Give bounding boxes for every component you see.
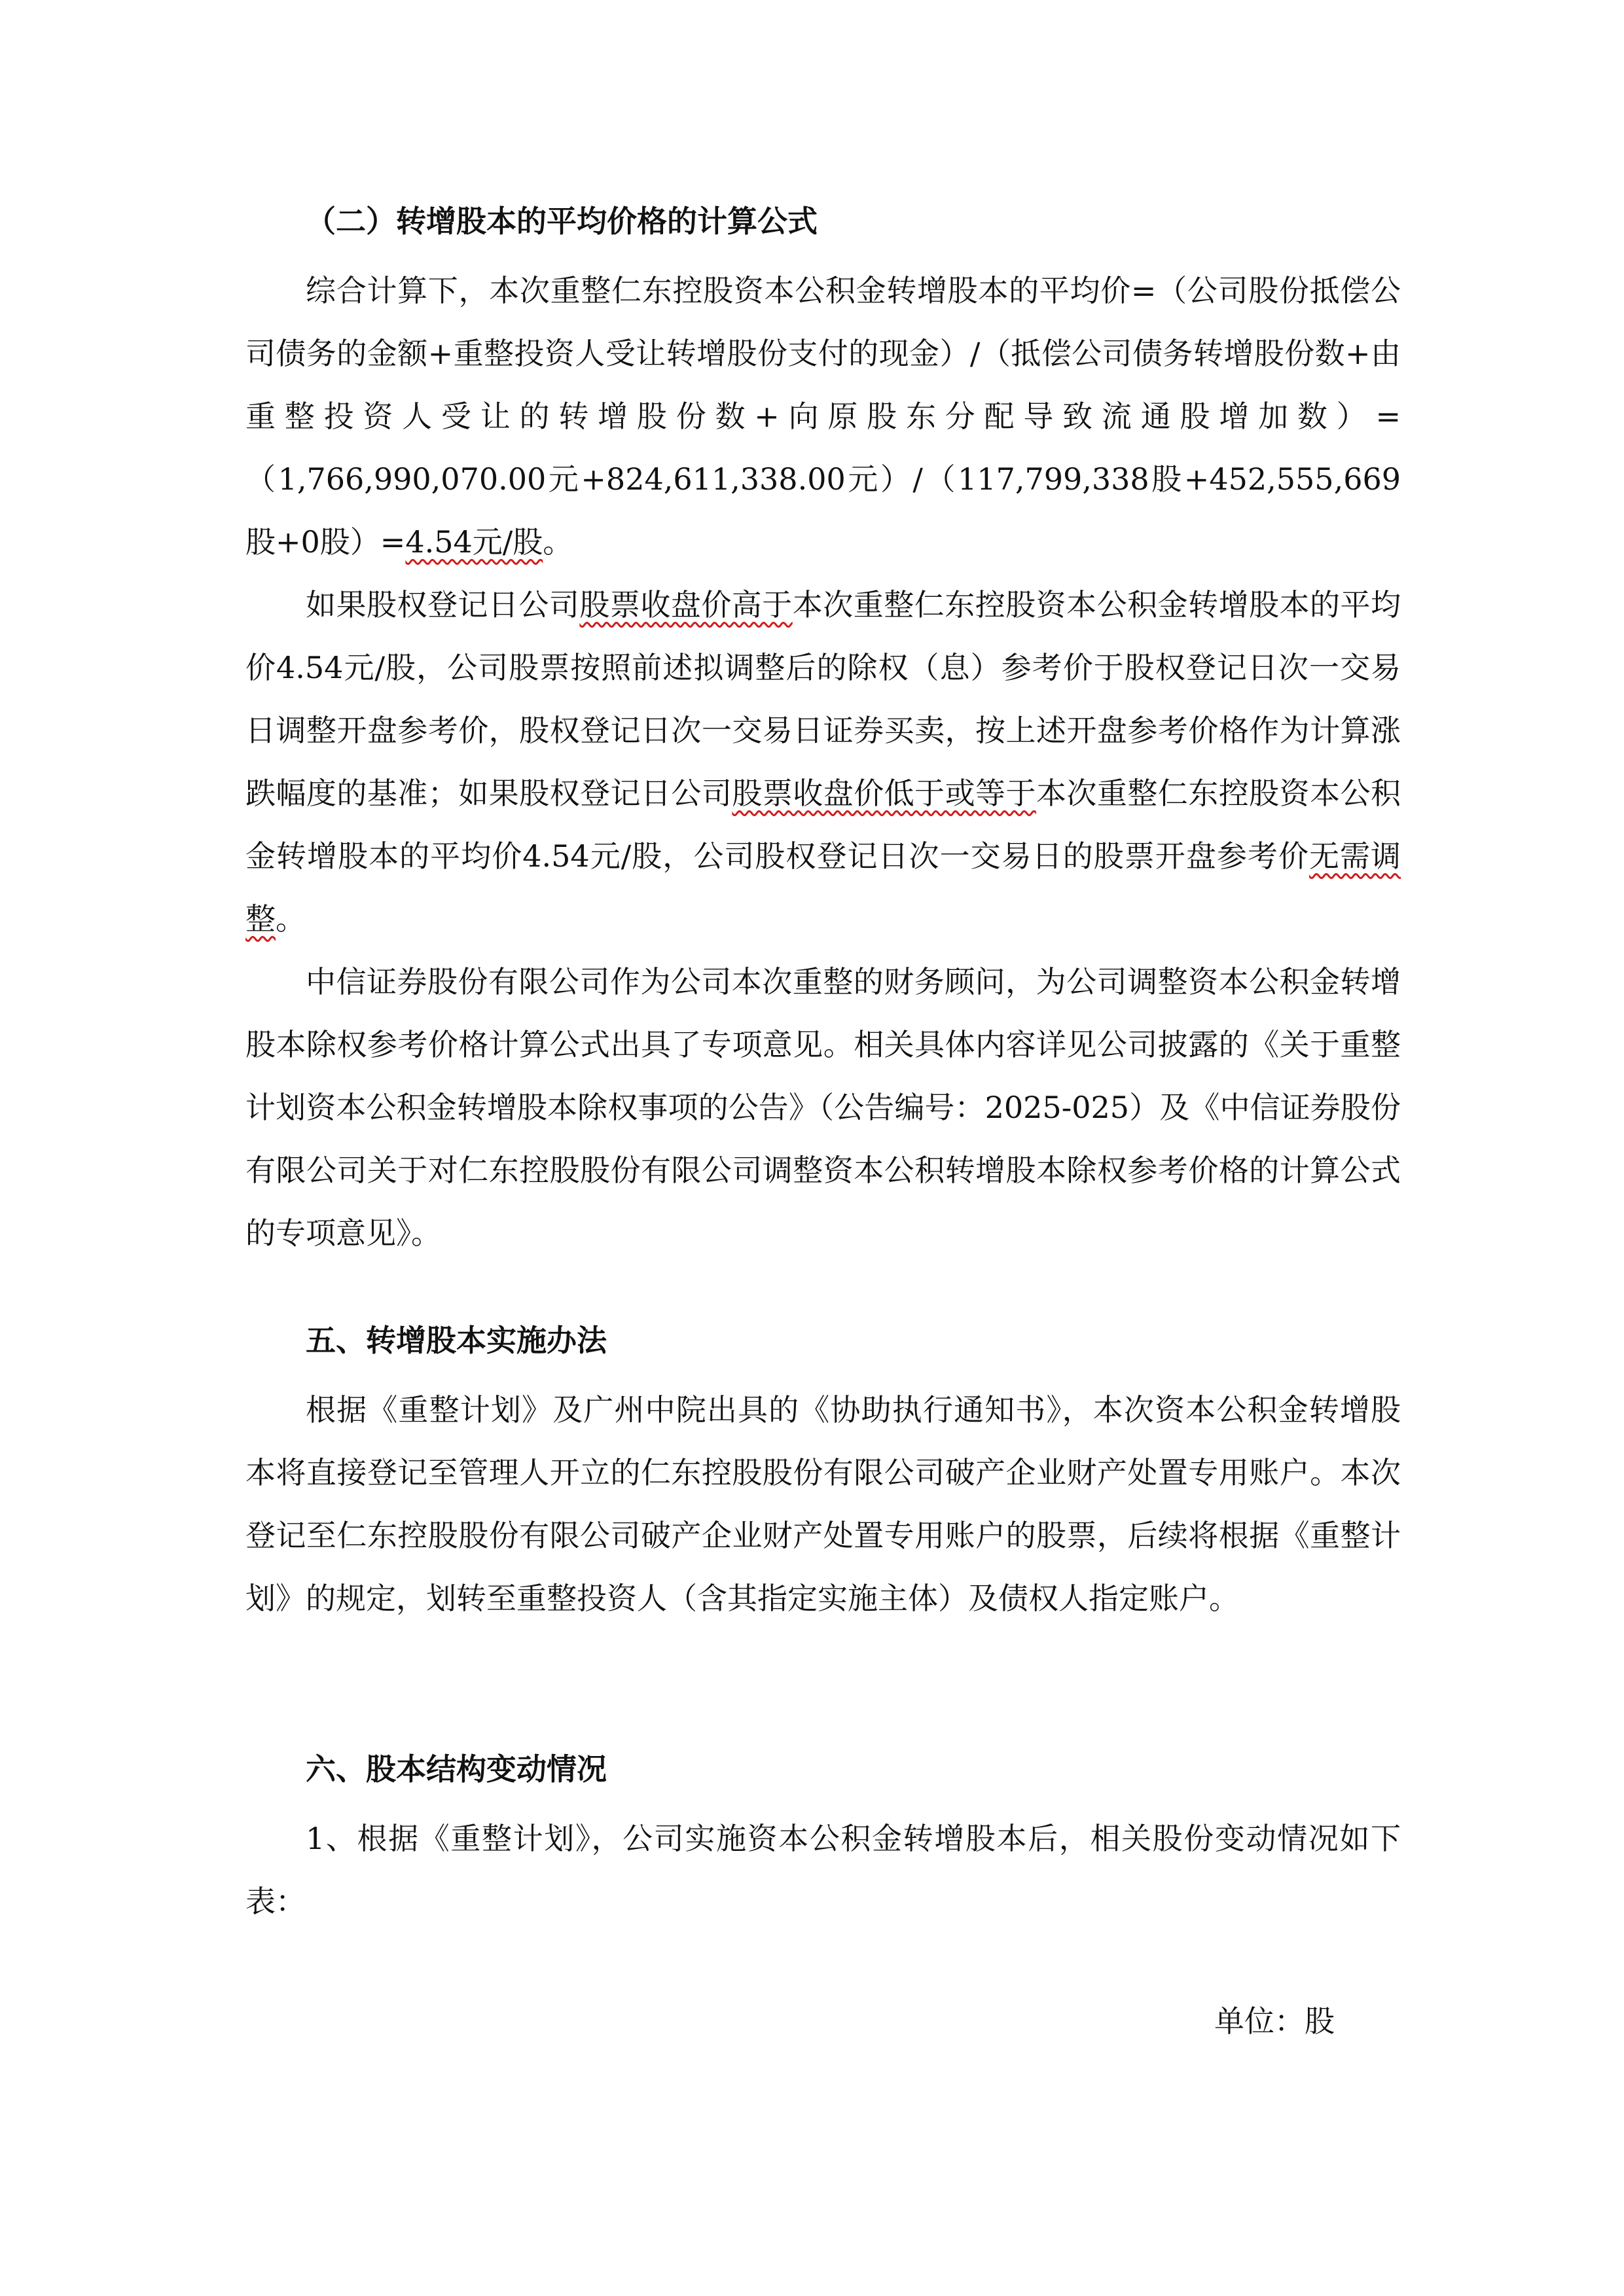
closing-price-lower-mark: 股票收盘价低于或等于 [732, 776, 1036, 811]
text-segment: 本次重整仁东控股资本公积金转增股本的平均价4.54元/股，公司股票按照前述拟调整后的除权（息）参考价于股权登记日次一交易日调整开盘参考价，股权登记日次一交易日证券买卖，按上述开盘参考价格作为计算涨跌幅度的基准；如果股权登记日公司 [245, 587, 1401, 811]
formula-end: 。 [543, 524, 573, 560]
share-structure-paragraph: 1、根据《重整计划》，公司实施资本公积金转增股本后，相关股份变动情况如下表： [245, 1821, 1401, 1919]
unit-label: 单位：股 [1214, 2003, 1335, 2039]
section-six [245, 1738, 1401, 1933]
closing-price-higher-mark: 股票收盘价高于 [579, 587, 793, 622]
price-adjustment-paragraph [245, 573, 1401, 950]
section-heading-formula: （二）转增股本的平均价格的计算公式 [306, 204, 818, 239]
section-heading-five: 五、转增股本实施办法 [306, 1323, 607, 1358]
text-segment: 。 [276, 901, 306, 937]
formula-paragraph [245, 259, 1401, 573]
section-five [245, 1309, 1401, 1630]
section-heading-six: 六、股本结构变动情况 [306, 1751, 607, 1787]
text-segment: 如果股权登记日公司 [306, 587, 580, 622]
formula-text: 综合计算下，本次重整仁东控股资本公积金转增股本的平均价=（公司股份抵偿公司债务的金额+重整投资人受让转增股份支付的现金）/（抵偿公司债务转增股份数+由重整投资人受让的转增股份数+向原股东分配导致流通股增加数）=（1,766,990,070.00元+824,611,338.00元）/（117,799,338股+452,555,669股+0股）= [245, 273, 1401, 560]
section-formula [245, 190, 1401, 1265]
no-adjustment-mark: 无需调整 [245, 838, 1401, 937]
implementation-paragraph: 根据《重整计划》及广州中院出具的《协助执行通知书》，本次资本公积金转增股本将直接登记至管理人开立的仁东控股股份有限公司破产企业财产处置专用账户。本次登记至仁东控股股份有限公司破产企业财产处置专用账户的股票，后续将根据《重整计划》的规定，划转至重整投资人（含其指定实施主体）及债权人指定账户。 [245, 1392, 1401, 1616]
text-segment: 本次重整仁东控股资本公积金转增股本的平均价4.54元/股，公司股权登记日次一交易日的股票开盘参考价 [245, 776, 1401, 874]
average-price-result: 4.54元/股 [405, 524, 543, 560]
financial-advisor-paragraph: 中信证券股份有限公司作为公司本次重整的财务顾问，为公司调整资本公积金转增股本除权参考价格计算公式出具了专项意见。相关具体内容详见公司披露的《关于重整计划资本公积金转增股本除权事项的公告》（公告编号：2025-025）及《中信证券股份有限公司关于对仁东控股股份有限公司调整资本公积转增股本除权参考价格的计算公式的专项意见》。 [245, 964, 1401, 1251]
